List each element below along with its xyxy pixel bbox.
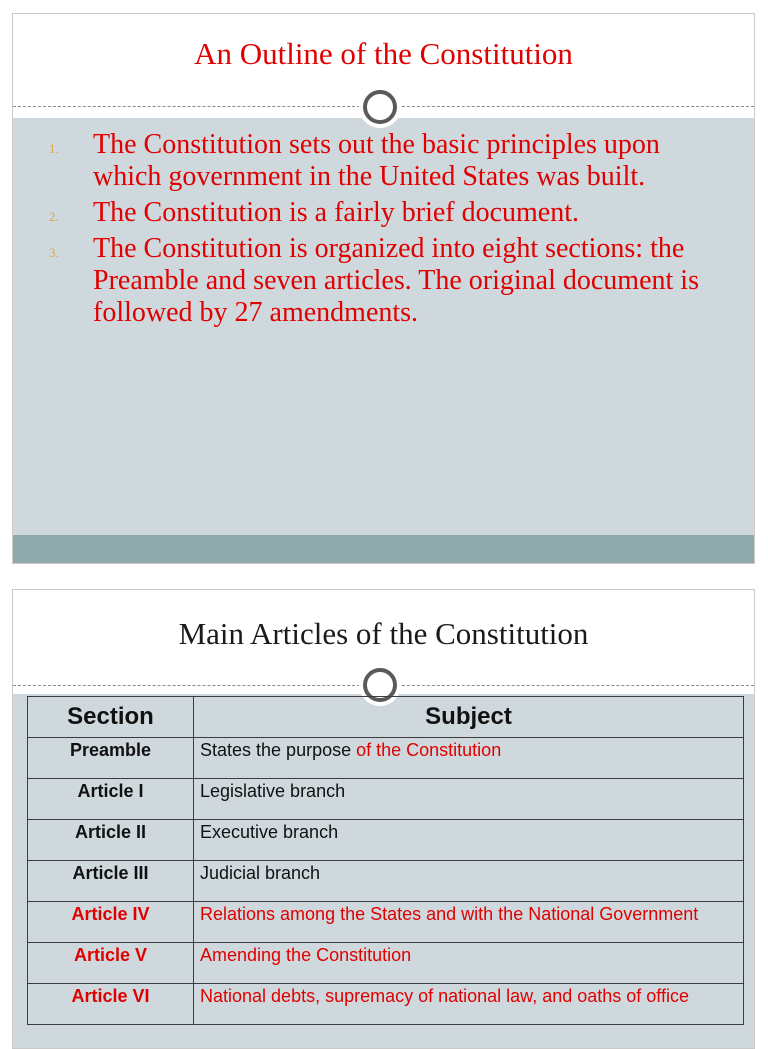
list-item-text: The Constitution is a fairly brief document.	[93, 197, 580, 228]
list-item	[13, 233, 734, 329]
section-cell: Article VI	[28, 984, 194, 1025]
list-item-text: The Constitution sets out the basic principles upon which government in the United States was built.	[93, 129, 660, 192]
section-cell: Preamble	[28, 738, 194, 779]
slide-outline	[12, 13, 755, 564]
table-row	[28, 779, 744, 820]
table-header-row	[28, 697, 744, 738]
subject-cell: Relations among the States and with the National Government	[194, 902, 744, 943]
subject-cell: Judicial branch	[194, 861, 744, 902]
subject-cell: Amending the Constitution	[194, 943, 744, 984]
subject-text-red: of the Constitution	[356, 740, 502, 760]
section-cell: Article I	[28, 779, 194, 820]
table-row	[28, 820, 744, 861]
slide-title: An Outline of the Constitution	[194, 36, 573, 71]
table-row	[28, 902, 744, 943]
section-cell: Article III	[28, 861, 194, 902]
subject-text: States the purpose	[200, 740, 357, 760]
list-number: 3.	[49, 245, 59, 260]
table-row	[28, 738, 744, 779]
numbered-list	[13, 129, 734, 333]
table-row	[28, 984, 744, 1025]
section-cell: Article IV	[28, 902, 194, 943]
subject-cell	[194, 738, 744, 779]
table-row	[28, 943, 744, 984]
header-subject: Subject	[194, 697, 744, 738]
subject-cell: Executive branch	[194, 820, 744, 861]
circle-ring-icon	[363, 90, 397, 124]
slide-articles	[12, 589, 755, 1049]
articles-table	[27, 696, 744, 1025]
section-cell: Article II	[28, 820, 194, 861]
table-row	[28, 861, 744, 902]
list-number: 2.	[49, 209, 59, 224]
header-section: Section	[28, 697, 194, 738]
list-item	[13, 197, 734, 229]
subject-cell: National debts, supremacy of national law, and oaths of office	[194, 984, 744, 1025]
list-item	[13, 129, 734, 193]
list-number: 1.	[49, 141, 59, 156]
footer-bar	[13, 535, 754, 563]
subject-cell: Legislative branch	[194, 779, 744, 820]
list-item-text: The Constitution is organized into eight sections: the Preamble and seven articles. The original document is followed by 27 amendments.	[93, 233, 699, 328]
section-cell: Article V	[28, 943, 194, 984]
slide-title: Main Articles of the Constitution	[178, 616, 589, 651]
